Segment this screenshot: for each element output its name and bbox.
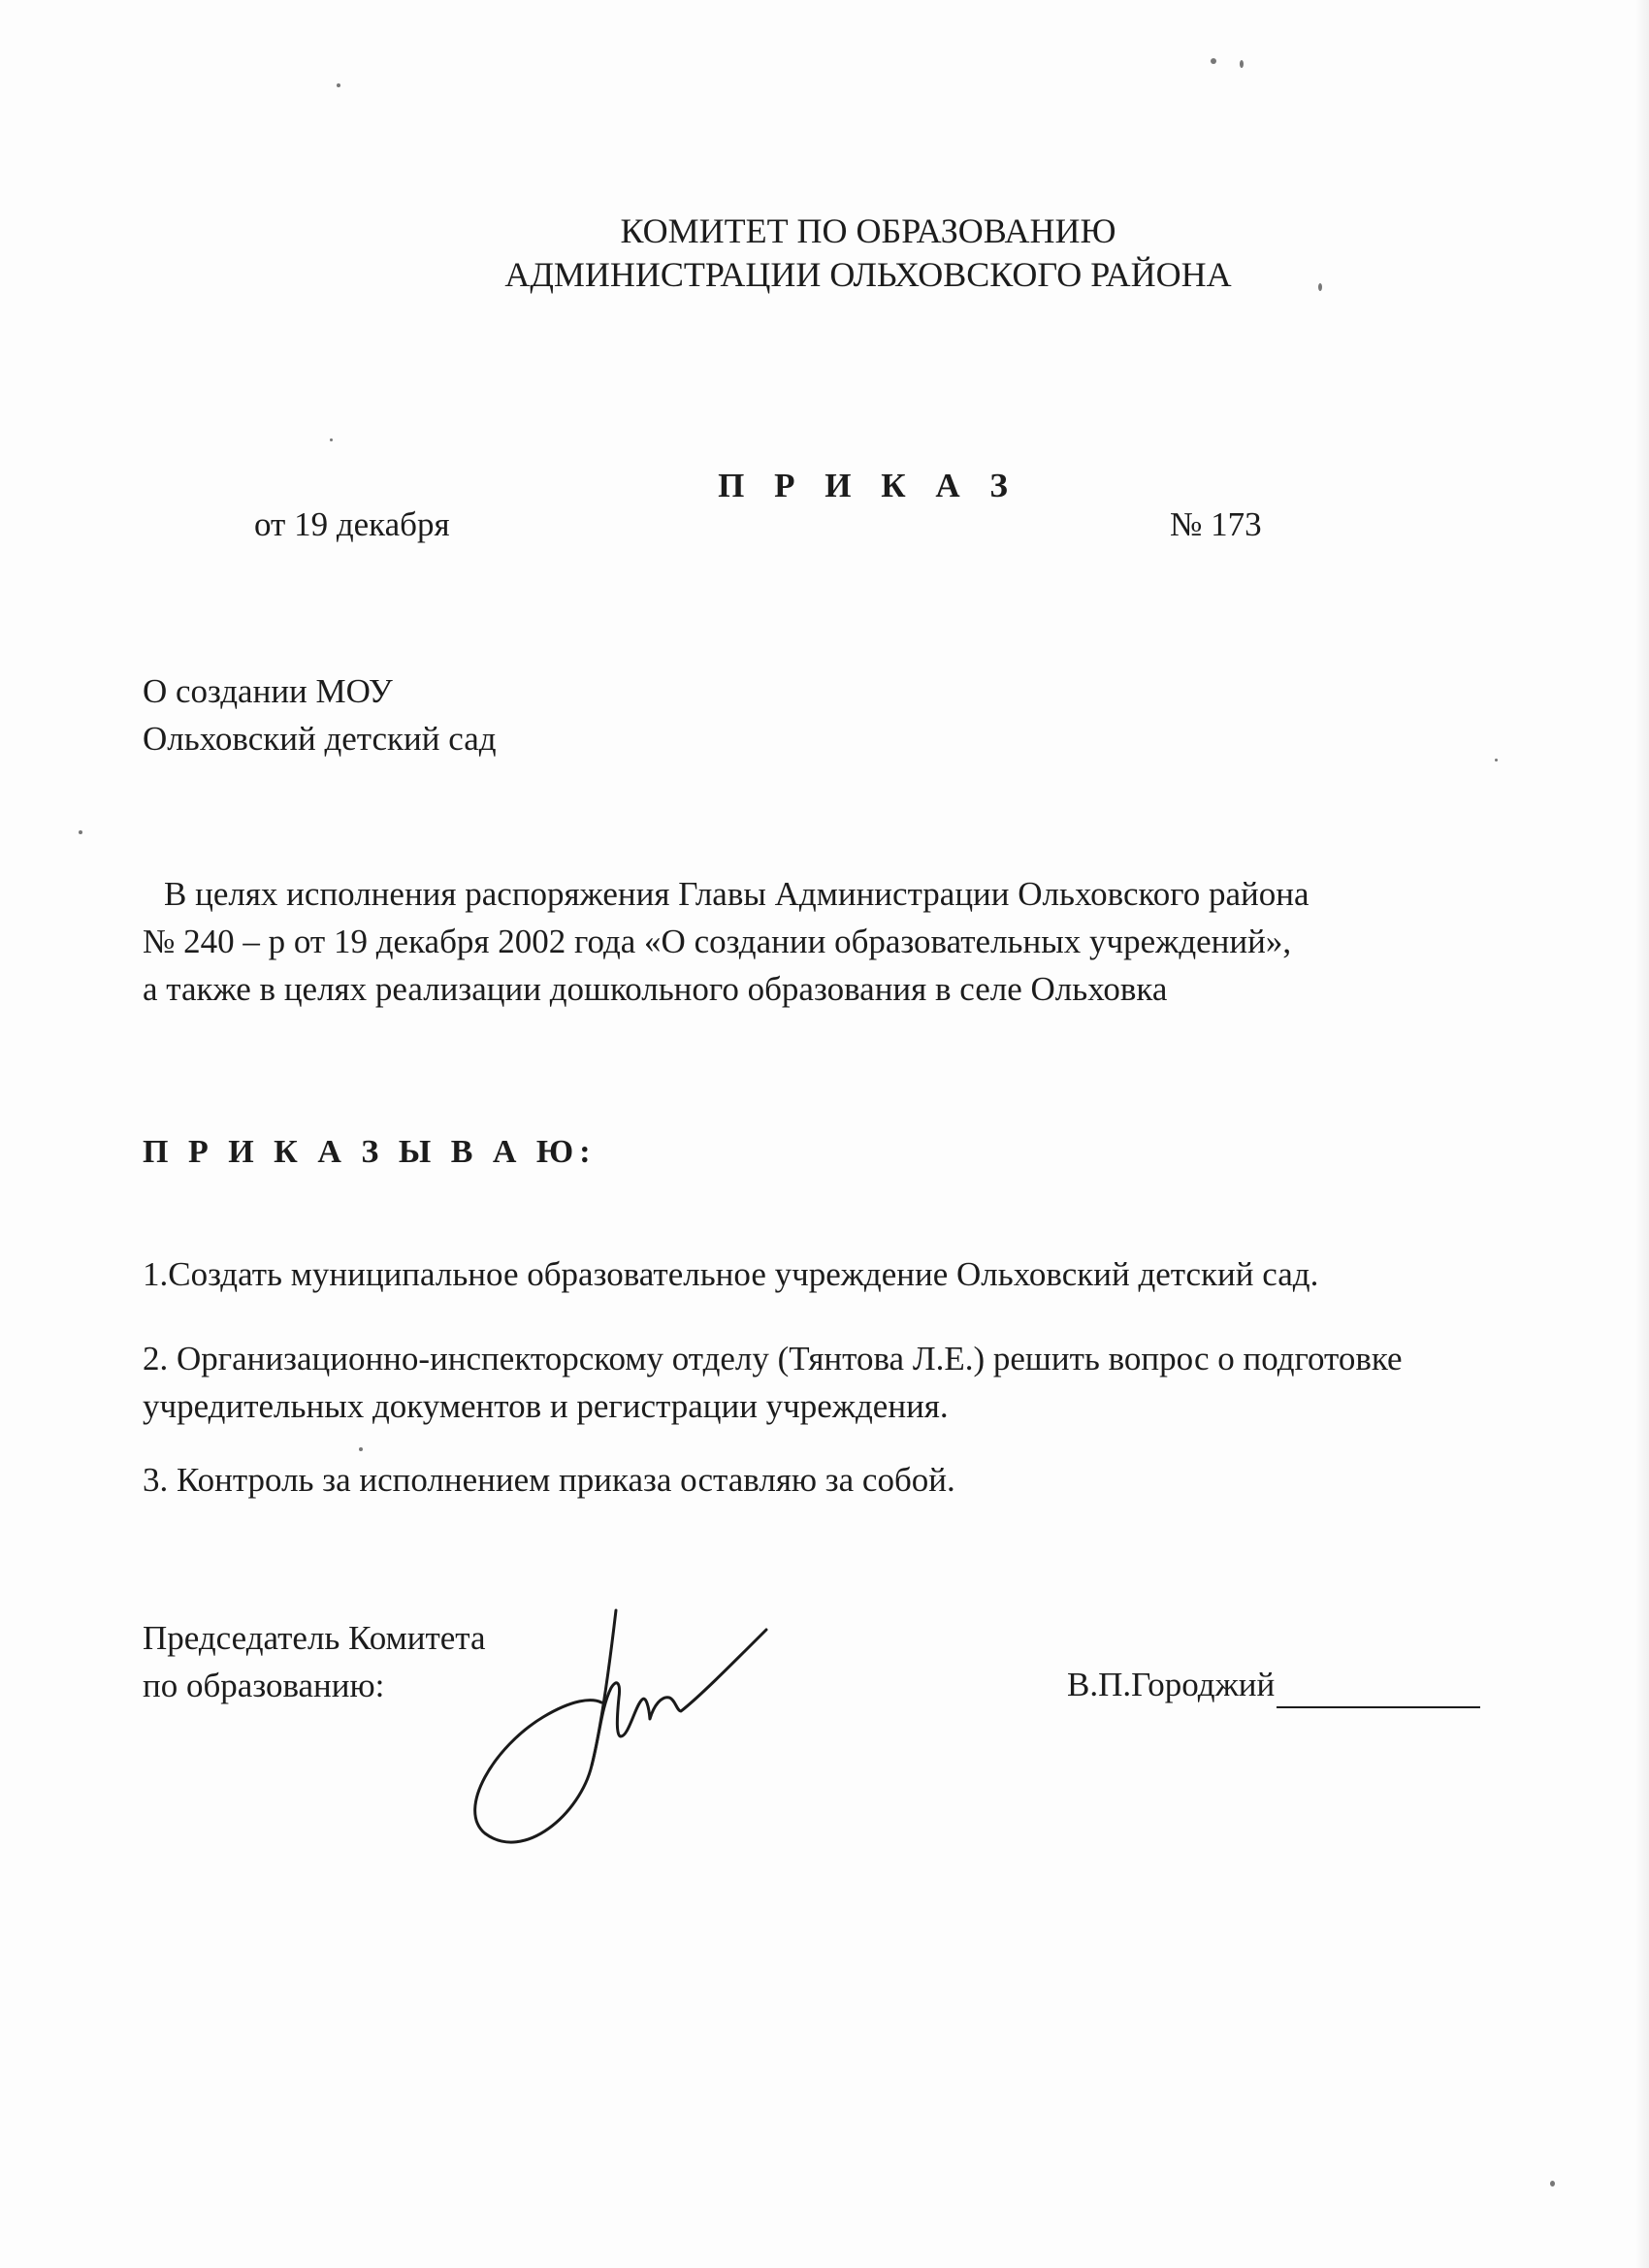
- order-subject: [143, 667, 497, 762]
- scan-speck: [337, 83, 340, 87]
- preamble-line-3: а также в целях реализации дошкольного образования в селе Ольховка: [143, 970, 1168, 1008]
- scan-speck: [1240, 60, 1244, 68]
- preamble-line-1: В целях исполнения распоряжения Главы Администрации Ольховского района: [164, 875, 1310, 913]
- subject-line-2: Ольховский детский сад: [143, 720, 497, 758]
- handwritten-signature: [456, 1591, 786, 1853]
- order-item-2-line-1: 2. Организационно-инспекторскому отделу (Тянтова Л.Е.) решить вопрос о подготовке: [143, 1340, 1403, 1377]
- header-committee: КОМИТЕТ ПО ОБРАЗОВАНИЮ: [620, 211, 1116, 250]
- scan-speck: [1318, 283, 1322, 291]
- order-item-2-line-2: учредительных документов и регистрации учреждения.: [143, 1387, 949, 1425]
- signatory-position: [143, 1614, 486, 1709]
- preamble-line-2: № 240 – р от 19 декабря 2002 года «О создании образовательных учреждений»,: [143, 923, 1292, 960]
- signatory-name: [1067, 1661, 1480, 1708]
- preamble-paragraph: [143, 870, 1309, 1013]
- signatory-position-line-2: по образованию:: [143, 1667, 385, 1704]
- order-title: П Р И К А З: [718, 467, 1018, 504]
- scan-speck: [1495, 759, 1498, 761]
- header-administration: АДМИНИСТРАЦИИ ОЛЬХОВСКОГО РАЙОНА: [504, 255, 1232, 294]
- signatory-name-text: В.П.Городжий: [1067, 1666, 1276, 1703]
- order-date: от 19 декабря: [254, 505, 450, 543]
- order-item-2: [143, 1335, 1403, 1430]
- scan-edge-shadow: [1635, 0, 1649, 2268]
- order-number: № 173: [1170, 505, 1262, 543]
- scan-speck: [1550, 2181, 1555, 2187]
- document-header: [0, 210, 1649, 297]
- order-directive-heading: П Р И К А З Ы В А Ю:: [143, 1134, 597, 1170]
- order-item-3: 3. Контроль за исполнением приказа оставляю за собой.: [143, 1461, 955, 1499]
- scan-speck: [79, 830, 82, 834]
- signatory-position-line-1: Председатель Комитета: [143, 1619, 486, 1657]
- scan-speck: [1211, 58, 1216, 64]
- subject-line-1: О создании МОУ: [143, 672, 393, 710]
- scan-speck: [330, 438, 333, 441]
- scan-speck: [359, 1447, 363, 1451]
- order-item-1: 1.Создать муниципальное образовательное учреждение Ольховский детский сад.: [143, 1255, 1319, 1293]
- signature-line: [1277, 1673, 1480, 1708]
